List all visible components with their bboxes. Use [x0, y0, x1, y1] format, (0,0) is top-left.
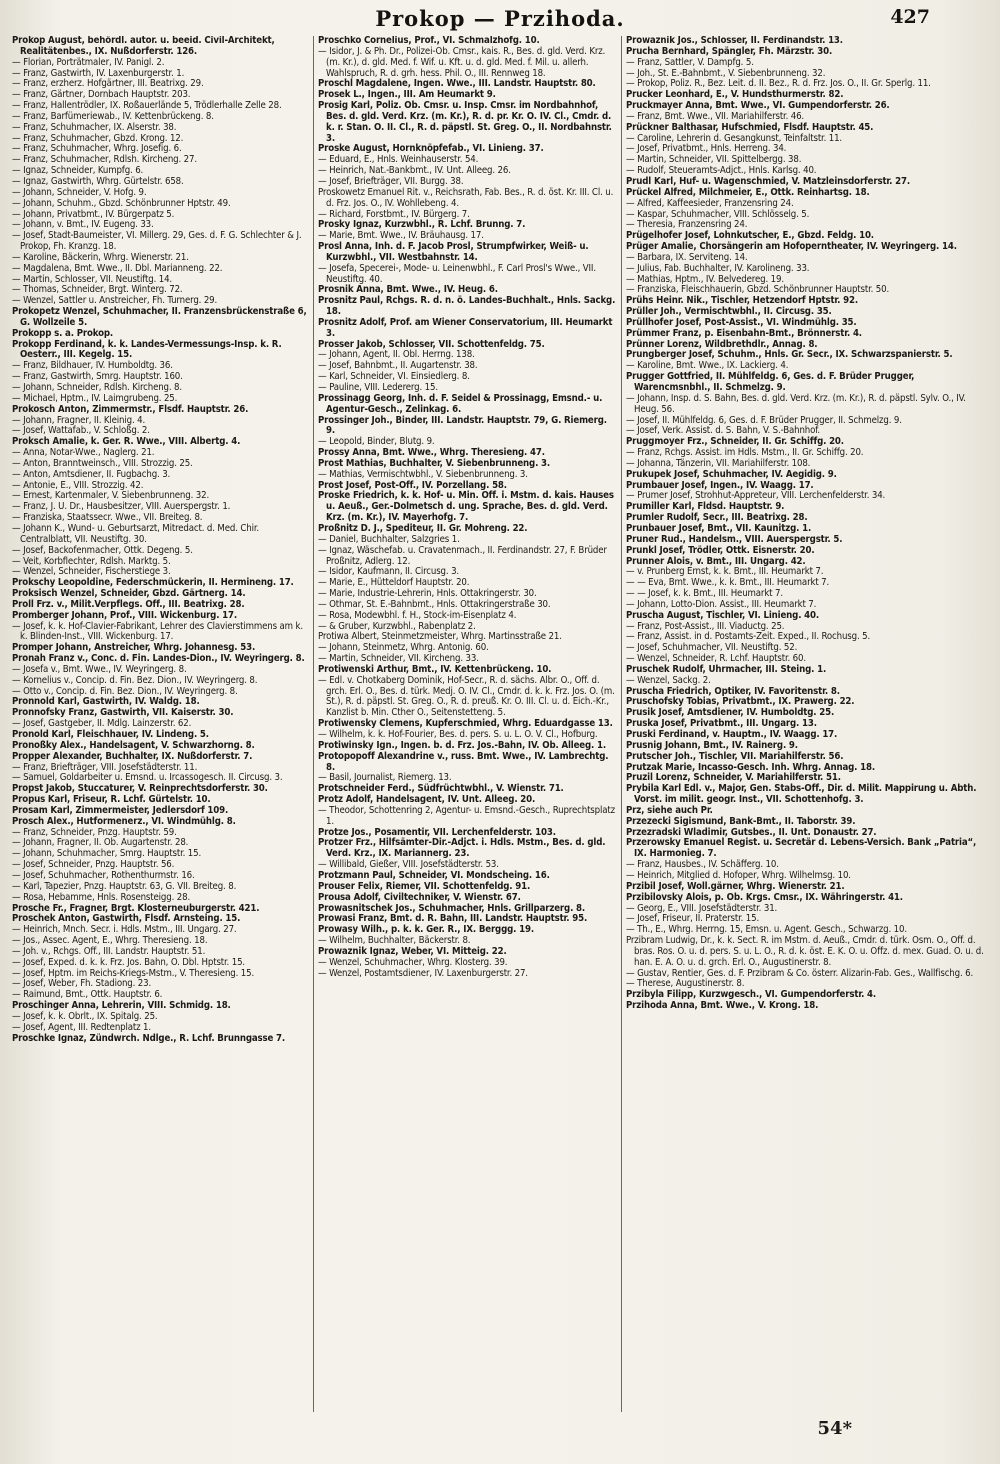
directory-entry: — Leopold, Binder, Blutg. 9. — [318, 436, 435, 448]
directory-entry: — Franz, Sattler, V. Dampfg. 5. — [626, 56, 754, 68]
directory-entry: — Josef, Schneider, Pnzg. Hauptstr. 56. — [12, 859, 175, 871]
directory-entry: Protschneider Ferd., Südfrüchtwbhl., V. Wienstr. 71. — [318, 783, 564, 795]
directory-entry: — Edl. v. Chotkaberg Dominik, Hof-Secr., R. d. sächs. Albr. O., Off. d. grch. Erl. O., Bes. d. türk. Medj. O. IV. Cl., Cmdr. d. k. k. Frz. Jos. O. (m. St.), R. d. päpstl. St. Greg. O., R. d. preuß. Kr. O. III. Cl. u. d. Eich.-Kr., Kanzlist b. Min. Cther O., Seitenstetteng. 5. — [318, 674, 615, 719]
directory-entry: Prost Mathias, Buchhalter, V. Siebenbrunneng. 3. — [318, 457, 551, 469]
directory-entry: Prosl Anna, Inh. d. F. Jacob Prosl, Strumpfwirker, Weiß- u. Kurzwbhl., VII. Westbahnstr. 14. — [318, 241, 589, 263]
directory-entry: — Kaspar, Schuhmacher, VIII. Schlösselg. 5. — [626, 208, 810, 220]
directory-entry: — Franz, Gastwirth, IV. Laxenburgerstr. 1. — [12, 67, 185, 79]
directory-entry: Protzmann Paul, Schneider, VI. Mondscheing. 16. — [318, 869, 550, 881]
directory-entry: — Heinrich, Nat.-Bankbmt., IV. Unt. Alleeg. 26. — [318, 165, 511, 177]
directory-entry: Prungberger Josef, Schuhm., Hnls. Gr. Secr., IX. Schwarzspanierstr. 5. — [626, 349, 953, 361]
directory-entry: Propst Jakob, Stuccaturer, V. Reinprechtsdorferstr. 30. — [12, 783, 268, 795]
column-3 — [622, 36, 992, 1412]
page-header — [0, 6, 1000, 36]
directory-entry: — & Gruber, Kurzwbhl., Rabenplatz 2. — [318, 620, 476, 632]
directory-entry: Prunner Alois, v. Bmt., III. Ungarg. 42. — [626, 555, 806, 567]
directory-entry: — Johann K., Wund- u. Geburtsarzt, Mitredact. d. Med. Chir. Centralblatt, VII. Neustiftg. 30. — [12, 522, 259, 545]
directory-entry: — Johann, Privatbmt., IV. Bürgerpatz 5. — [12, 208, 175, 220]
directory-entry: — Franz, Hausbes., IV. Schäfferg. 10. — [626, 859, 779, 871]
directory-entry: — Raimund, Bmt., Ottk. Hauptstr. 6. — [12, 989, 163, 1001]
directory-entry: Proschko Cornelius, Prof., VI. Schmalzhofg. 10. — [318, 36, 540, 46]
directory-entry: Prosek L., Ingen., III. Am Heumarkt 9. — [318, 89, 496, 101]
directory-entry: — Josef, Briefträger, VII. Burgg. 38. — [318, 175, 464, 187]
directory-entry: Prokop August, behördl. autor. u. beeid. Civil-Architekt, Realitätenbes., IX. Nußdorferstr. 126. — [12, 36, 275, 57]
directory-entry: Prousa Adolf, Civiltechniker, V. Wienstr. 67. — [318, 891, 521, 903]
directory-entry: — Heinrich, Mnch. Secr. i. Hdls. Mstm., III. Ungarg. 27. — [12, 924, 237, 936]
column-2 — [314, 36, 622, 1412]
directory-entry: Prosser Jakob, Schlosser, VII. Schottenfeldg. 75. — [318, 338, 545, 350]
directory-entry: Przibyla Filipp, Kurzwgesch., VI. Gumpendorferstr. 4. — [626, 989, 877, 1001]
directory-entry: — Wenzel, Schneider, Fischerstiege 3. — [12, 566, 171, 578]
directory-entry: Prünner Lorenz, Wildbrethdlr., Annag. 8. — [626, 338, 818, 350]
directory-entry: — Prokop, Poliz. R., Bez. Leit. d. II. Bez., R. d. Frz. Jos. O., II. Gr. Sperlg. 11. — [626, 78, 931, 90]
directory-entry: — Wenzel, Sackg. 2. — [626, 674, 711, 686]
directory-entry: Prowaznik Jos., Schlosser, II. Ferdinandstr. 13. — [626, 36, 843, 46]
directory-entry: — Barbara, IX. Serviteng. 14. — [626, 251, 748, 263]
directory-entry: — Caroline, Lehrerin d. Gesangkunst, Teinfaltstr. 11. — [626, 132, 843, 144]
directory-entry: — Prumer Josef, Strohhut-Appreteur, VIII. Lerchenfelderstr. 34. — [626, 490, 886, 502]
directory-entry: Protiwa Albert, Steinmetzmeister, Whrg. Martinsstraße 21. — [318, 631, 562, 643]
directory-entry: Prokopetz Wenzel, Schuhmacher, II. Franzensbrückenstraße 6, G. Wollzeile 5. — [12, 306, 307, 328]
directory-entry: Prunkl Josef, Trödler, Ottk. Eisnerstr. 20. — [626, 544, 815, 556]
directory-entry: Protiwenski Arthur, Bmt., IV. Kettenbrückeng. 10. — [318, 663, 552, 675]
directory-entry: Pronoßky Alex., Handelsagent, V. Schwarzhorng. 8. — [12, 739, 255, 751]
directory-entry: — Eduard, E., Hnls. Weinhauserstr. 54. — [318, 154, 479, 166]
directory-entry: Prowasy Wilh., p. k. k. Ger. R., IX. Berggg. 19. — [318, 924, 534, 936]
directory-entry: — Franz, Schuhmacher, IX. Alserstr. 38. — [12, 121, 177, 133]
directory-entry: Protz Adolf, Handelsagent, IV. Unt. Alleeg. 20. — [318, 794, 536, 806]
directory-entry: Prossy Anna, Bmt. Wwe., Whrg. Theresieng. 47. — [318, 447, 545, 459]
directory-entry: — Marie, Industrie-Lehrerin, Hnls. Ottakringerstr. 30. — [318, 588, 537, 600]
directory-entry: Prutzak Marie, Incasso-Gesch. Inh. Whrg. Annag. 18. — [626, 761, 875, 773]
directory-entry: Pruschek Rudolf, Uhrmacher, III. Steing. 1. — [626, 663, 827, 675]
directory-entry: — Willibald, Gießer, VIII. Josefstädterstr. 53. — [318, 859, 499, 871]
directory-entry: — Josef, Schuhmacher, VII. Neustiftg. 52. — [626, 642, 798, 654]
directory-entry: Prugger Gottfried, II. Mühlfeldg. 6, Ges. d. F. Brüder Prugger, Warencmsnbhl., II. Schmelzg. 9. — [626, 371, 915, 393]
directory-entry: — Ignaz, Wäschefab. u. Cravatenmach., II. Ferdinandstr. 27, F. Brüder Proßnitz, Adlerg. 12. — [318, 544, 607, 567]
directory-entry: Prossinagg Georg, Inh. d. F. Seidel & Prossinagg, Emsnd.- u. Agentur-Gesch., Zelinkag. 6. — [318, 392, 603, 415]
directory-entry: Proske Friedrich, k. k. Hof- u. Min. Off. i. Mstm. d. kais. Hauses u. Aeuß., Ger.-Dolmetsch d. ung. Sprache, Bes. d. gld. Verd. Krz. (m. Kr.), IV. Mayerhofg. 7. — [318, 490, 614, 524]
directory-entry: Prümmer Franz, p. Eisenbahn-Bmt., Brönnerstr. 4. — [626, 327, 862, 339]
directory-entry: — Johann, Lotto-Dion. Assist., III. Heumarkt 7. — [626, 598, 817, 610]
directory-entry: Pruski Ferdinand, v. Hauptm., IV. Waagg. 17. — [626, 729, 838, 740]
directory-entry: — Mathias, Vermischtwbhl., V. Siebenbrunneng. 3. — [318, 468, 528, 480]
directory-entry: — Franz, Schuhmacher, Rdlsh. Kircheng. 27. — [12, 154, 197, 166]
directory-entry: — Karl, Tapezier, Pnzg. Hauptstr. 63, G. VII. Breiteg. 8. — [12, 880, 237, 892]
directory-entry: — Johann, Fragner, II. Kleinig. 4. — [12, 414, 146, 426]
signature-mark: 54* — [817, 1418, 852, 1439]
directory-entry: Proksch Amalie, k. Ger. R. Wwe., VIII. Albertg. 4. — [12, 436, 241, 448]
directory-entry: Prost Josef, Post-Off., IV. Porzellang. 58. — [318, 479, 507, 491]
directory-entry: Prückner Balthasar, Hufschmied, Flsdf. Hauptstr. 45. — [626, 121, 874, 133]
directory-entry: — Kornelius v., Concip. d. Fin. Bez. Dion., IV. Weyringerg. 8. — [12, 674, 258, 686]
directory-entry: Protiwinsky Ign., Ingen. b. d. Frz. Jos.-Bahn, IV. Ob. Alleeg. 1. — [318, 739, 606, 751]
directory-entry: Prukupek Josef, Schuhmacher, IV. Aegidig. 9. — [626, 468, 837, 480]
directory-entry: — Richard, Forstbmt., IV. Bürgerg. 7. — [318, 208, 470, 220]
directory-entry: — Josef, k. k. Obrlt., IX. Spitalg. 25. — [12, 1010, 158, 1022]
directory-entry: Przerowsky Emanuel Regist. u. Secretär d. Lebens-Versich. Bank „Patria“, IX. Harmonieg. 7. — [626, 837, 977, 860]
directory-entry: — Alfred, Kaffeesieder, Franzensring 24. — [626, 197, 794, 209]
directory-entry: Promberger Johann, Prof., VIII. Wickenburg. 17. — [12, 609, 238, 621]
directory-entry: — Heinrich, Mitglied d. Hofoper, Whrg. Wilhelmsg. 10. — [626, 869, 851, 881]
directory-entry: — Pauline, VIII. Ledererg. 15. — [318, 382, 438, 393]
directory-entry: Prossinger Joh., Binder, III. Landstr. Hauptstr. 79, G. Riemerg. 9. — [318, 414, 607, 437]
directory-entry: Prühs Heinr. Nik., Tischler, Hetzendorf Hptstr. 92. — [626, 295, 858, 307]
directory-entry: Prosche Fr., Fragner, Brgt. Klosterneuburgerstr. 421. — [12, 902, 260, 914]
directory-entry: — Franz, Gärtner, Dornbach Hauptstr. 203. — [12, 89, 191, 101]
directory-entry: Prosnitz Paul, Rchgs. R. d. n. ö. Landes-Buchhalt., Hnls. Sackg. 18. — [318, 295, 616, 318]
directory-entry: Prokschy Leopoldine, Federschmückerin, II. Hermineng. 17. — [12, 577, 294, 589]
directory-entry: — Josef, Schuhmacher, Rothenthurmstr. 16. — [12, 869, 195, 881]
directory-entry: Prosnik Anna, Bmt. Wwe., IV. Heug. 6. — [318, 284, 498, 296]
directory-entry: Przibilovsky Alois, p. Ob. Krgs. Cmsr., IX. Währingerstr. 41. — [626, 891, 903, 903]
directory-entry: — Wilhelm, Buchhalter, Bäckerstr. 8. — [318, 935, 471, 947]
directory-entry: Protopopoff Alexandrine v., russ. Bmt. Wwe., IV. Lambrechtg. 8. — [318, 750, 609, 773]
directory-entry: — Joh., St. E.-Bahnbmt., V. Siebenbrunneng. 32. — [626, 67, 826, 79]
directory-entry: — Marie, E., Hütteldorf Hauptstr. 20. — [318, 577, 470, 589]
directory-entry: Pronnofsky Franz, Gastwirth, VII. Kaiserstr. 30. — [12, 707, 234, 719]
page-number: 427 — [890, 6, 930, 28]
directory-entry: — Josef, Bahnbmt., II. Augartenstr. 38. — [318, 360, 478, 372]
directory-entry: — Th., E., Whrg. Herrng. 15, Emsn. u. Agent. Gesch., Schwarzg. 10. — [626, 924, 907, 936]
running-head: Prokop — Przihoda. — [375, 6, 625, 31]
directory-entry: Prumiller Karl, Fldsd. Hauptstr. 9. — [626, 501, 785, 513]
directory-entry: Proschl Magdalene, Ingen. Wwe., III. Landstr. Hauptstr. 80. — [318, 78, 596, 90]
directory-entry: Prusik Josef, Amtsdiener, IV. Humboldtg. 25. — [626, 707, 835, 719]
directory-entry: — Josef, Exped. d. k. k. Frz. Jos. Bahn, O. Dbl. Hptstr. 15. — [12, 956, 246, 968]
directory-entry: Proskowetz Emanuel Rit. v., Reichsrath, Fab. Bes., R. d. öst. Kr. III. Cl. u. d. Frz. Jos. O., IV. Wohllebeng. 4. — [318, 186, 614, 209]
directory-entry: — Johann, v. Bmt., IV. Eugeng. 33. — [12, 219, 154, 231]
directory-entry: Prüllhofer Josef, Post-Assist., VI. Windmühlg. 35. — [626, 316, 857, 328]
directory-entry: — Franz, Schneider, Pnzg. Hauptstr. 59. — [12, 826, 177, 838]
directory-entry: — Franz, Assist. in d. Postamts-Zeit. Exped., II. Rochusg. 5. — [626, 631, 871, 643]
directory-entry: Prosig Karl, Poliz. Ob. Cmsr. u. Insp. Cmsr. im Nordbahnhof, Bes. d. gld. Verd. Krz. (m. Kr.), R. d. pr. Kr. O. IV. Cl., Cmdr. d. k. r. Stan. O. II. Cl., R. d. päpstl. St. Greg. O., II. Nordbahnstr. 3. — [318, 100, 612, 144]
directory-entry: Promper Johann, Anstreicher, Whrg. Johannesg. 53. — [12, 642, 256, 654]
directory-entry: — Franz, Schuhmacher, Whrg. Josefig. 6. — [12, 143, 182, 155]
directory-entry: Prokopp s. a. Prokop. — [12, 327, 114, 339]
directory-entry: Proll Frz. v., Milit.Verpflegs. Off., III. Beatrixg. 28. — [12, 598, 245, 610]
directory-entry: Protzer Frz., Hilfsämter-Dir.-Adjct. i. Hdls. Mstm., Bes. d. gld. Verd. Krz., IX. Mariannerg. 23. — [318, 837, 606, 860]
directory-entry: Proßnitz D. J., Spediteur, II. Gr. Mohreng. 22. — [318, 522, 528, 534]
directory-entry: Prumler Rudolf, Secr., III. Beatrixg. 28. — [626, 512, 808, 524]
directory-entry: — Josef, Agent, III. Redtenplatz 1. — [12, 1021, 151, 1033]
directory-entry: — Wenzel, Sattler u. Anstreicher, Fh. Turnerg. 29. — [12, 295, 218, 307]
directory-entry: — Josef, Backofenmacher, Ottk. Degeng. 5. — [12, 544, 193, 556]
directory-entry: Prz, siehe auch Pr. — [626, 804, 713, 816]
directory-entry: — Josef, II. Mühlfeldg. 6, Ges. d. F. Brüder Prugger, II. Schmelzg. 9. — [626, 414, 902, 426]
directory-entry: — Franziska, Fleischhauerin, Gbzd. Schönbrunner Hauptstr. 50. — [626, 284, 890, 296]
directory-entry: Prybila Karl Edl. v., Major, Gen. Stabs-Off., Dir. d. Milit. Mappirung u. Abth. Vorst. im milit. geogr. Inst., VII. Schottenhofg. 3. — [626, 783, 977, 806]
directory-entry: — Martin, Schneider, VII. Spittelbergg. 38. — [626, 154, 802, 166]
directory-entry: — Franz, Briefträger, VIII. Josefstädterstr. 11. — [12, 761, 198, 773]
directory-entry: Pruscha Friedrich, Optiker, IV. Favoritenstr. 8. — [626, 685, 840, 697]
directory-entry: — Rosa, Modewbhl. f. H., Stock-im-Eisenplatz 4. — [318, 609, 517, 621]
directory-entry: — Johann, Fragner, II. Ob. Augartenstr. 28. — [12, 837, 189, 849]
directory-entry: — v. Prunberg Ernst, k. k. Bmt., III. Heumarkt 7. — [626, 566, 824, 578]
directory-entry: Przihoda Anna, Bmt. Wwe., V. Krong. 18. — [626, 1000, 819, 1012]
directory-entry: — Michael, Hptm., IV. Laimgrubeng. 25. — [12, 392, 178, 404]
directory-entry: — Basil, Journalist, Riemerg. 13. — [318, 772, 452, 784]
directory-entry: Pronnold Karl, Gastwirth, IV. Waldg. 18. — [12, 696, 200, 708]
directory-entry: — Isidor, J. & Ph. Dr., Polizei-Ob. Cmsr., kais. R., Bes. d. gld. Verd. Krz. (m. Kr.), d. gld. Med. f. Wif. u. Kft. u. d. gld. Med. f. Mil. u. allerh. Wahlspruch, R. d. grh. hess. Phil. O., III. Rennweg 18. — [318, 45, 606, 79]
directory-entry: — Johann, Insp. d. S. Bahn, Bes. d. gld. Verd. Krz. (m. Kr.), R. d. päpstl. Sylv. O., IV. Heug. 56. — [626, 392, 966, 415]
directory-entry: — Franz, Bmt. Wwe., VII. Mariahilferstr. 46. — [626, 110, 805, 122]
directory-entry: Przibram Ludwig, Dr., k. k. Sect. R. im Mstm. d. Aeuß., Cmdr. d. türk. Osm. O., Off. d. bras. Ros. O. u. d. pers. S. u. L. O., R. d. k. öst. E. K. O. u. Offz. d. mex. Guad. O. u. d. han. E. A. O. u. d. grch. Erl. O., Augustinerstr. 8. — [626, 935, 984, 968]
directory-entry: — Jos., Assec. Agent, E., Whrg. Theresieng. 18. — [12, 935, 208, 947]
directory-entry: — Marie, Bmt. Wwe., IV. Bräuhausg. 17. — [318, 230, 484, 242]
directory-entry: — Wenzel, Postamtsdiener, IV. Laxenburgerstr. 27. — [318, 967, 528, 979]
entry-columns — [8, 36, 992, 1412]
directory-entry: Proschke Ignaz, Zündwrch. Ndlge., R. Lchf. Brunngasse 7. — [12, 1032, 286, 1044]
directory-entry: — Wilhelm, k. k. Hof-Fourier, Bes. d. pers. S. u. L. O. V. Cl., Hofburg. — [318, 729, 598, 740]
directory-entry: Prunbauer Josef, Bmt., VII. Kaunitzg. 1. — [626, 522, 812, 534]
directory-entry: Prowasnitschek Jos., Schuhmacher, Hnls. Grillparzerg. 8. — [318, 902, 586, 914]
directory-entry: Prudl Karl, Huf- u. Wagenschmied, V. Matzleinsdorferstr. 27. — [626, 175, 910, 187]
directory-entry: Proschek Anton, Gastwirth, Flsdf. Arnsteing. 15. — [12, 913, 241, 925]
directory-entry: Prokosch Anton, Zimmermstr., Flsdf. Hauptstr. 26. — [12, 403, 249, 415]
directory-entry: — Antonie, E., VIII. Strozzig. 42. — [12, 479, 144, 491]
directory-entry: — Josef, k. k. Hof-Clavier-Fabrikant, Lehrer des Clavierstimmens am k. k. Blinden-Inst., VIII. Wickenburg. 17. — [12, 620, 303, 643]
directory-entry: — Josefa v., Bmt. Wwe., IV. Weyringerg. 8. — [12, 663, 187, 675]
directory-entry: — Theresia, Franzensring 24. — [626, 219, 748, 231]
directory-entry: — Josef, Privatbmt., Hnls. Herreng. 34. — [626, 143, 787, 155]
directory-entry: Propper Alexander, Buchhalter, IX. Nußdorferstr. 7. — [12, 750, 253, 762]
directory-entry: — Josef, Hptm. im Reichs-Kriegs-Mstm., V. Theresieng. 15. — [12, 967, 255, 979]
directory-entry: — Rosa, Hebamme, Hnls. Rosensteigg. 28. — [12, 891, 191, 903]
directory-entry: — Samuel, Goldarbeiter u. Emsnd. u. Ircassogesch. II. Circusg. 3. — [12, 772, 283, 784]
directory-entry: — Franz, Schuhmacher, Gbzd. Krong. 12. — [12, 132, 184, 144]
directory-entry: Prucha Bernhard, Spängler, Fh. Märzstr. 30. — [626, 45, 833, 57]
directory-entry: Prowasi Franz, Bmt. d. R. Bahn, III. Landstr. Hauptstr. 95. — [318, 913, 588, 925]
directory-entry: — Franz, Bildhauer, IV. Humboldtg. 36. — [12, 360, 173, 372]
directory-entry: — Florian, Porträtmaler, IV. Panigl. 2. — [12, 56, 165, 68]
directory-entry: — Karl, Schneider, VI. Einsiedlerg. 8. — [318, 371, 470, 383]
directory-entry: — Othmar, St. E.-Bahnbmt., Hnls. Ottakringerstraße 30. — [318, 598, 551, 610]
directory-entry: — Gustav, Rentier, Ges. d. F. Przibram & Co. österr. Alizarin-Fab. Ges., Wallfischg. 6. — [626, 967, 974, 979]
directory-entry: — Georg, E., VIII. Josefstädterstr. 31. — [626, 902, 778, 914]
directory-entry: — Josef, Wattafab., V. Schloßg. 2. — [12, 425, 150, 437]
column-1 — [8, 36, 314, 1412]
directory-entry: Pruner Rud., Handelsm., VIII. Auerspergstr. 5. — [626, 533, 843, 545]
directory-entry: — Josef, Friseur, II. Praterstr. 15. — [626, 913, 760, 925]
directory-entry: — Wenzel, Schuhmacher, Whrg. Klosterg. 39. — [318, 956, 508, 968]
directory-entry: — Franz, Rchgs. Assist. im Hdls. Mstm., II. Gr. Schiffg. 20. — [626, 447, 864, 459]
directory-entry: — Anton, Amtsdiener, II. Fugbachg. 3. — [12, 468, 171, 480]
directory-entry: — Johann, Schneider, V. Hofg. 9. — [12, 186, 147, 198]
directory-entry: Pruska Josef, Privatbmt., III. Ungarg. 13. — [626, 718, 817, 730]
directory-entry: — Johanna, Tänzerin, VII. Mariahilferstr. 108. — [626, 457, 811, 469]
directory-entry: Prosky Ignaz, Kurzwbhl., R. Lchf. Brunng. 7. — [318, 219, 526, 231]
directory-entry: — Josefa, Specerei-, Mode- u. Leinenwbhl., F. Carl Prosl's Wwe., VII. Neustiftg. 40. — [318, 262, 596, 285]
directory-entry: Przezecki Sigismund, Bank-Bmt., II. Taborstr. 39. — [626, 815, 856, 827]
directory-entry: — Franz, erzherz. Hofgärtner, III. Beatrixg. 29. — [12, 78, 204, 90]
directory-entry: — Joh. v., Rchgs. Off., III. Landstr. Hauptstr. 51. — [12, 945, 206, 957]
directory-entry: Prüger Amalie, Chorsängerin am Hofoperntheater, IV. Weyringerg. 14. — [626, 241, 957, 253]
directory-entry: Pruscha August, Tischler, VI. Linieng. 40. — [626, 609, 820, 621]
directory-entry: — Franz, Hallentrödler, IX. Roßauerlände 5, Trödlerhalle Zelle 28. — [12, 100, 282, 112]
directory-entry: Pruckmayer Anna, Bmt. Wwe., VI. Gumpendorferstr. 26. — [626, 100, 890, 112]
directory-entry: — Josef, Weber, Fh. Stadiong. 23. — [12, 978, 152, 990]
directory-entry: — Therese, Augustinerstr. 8. — [626, 978, 745, 990]
directory-entry: Pronah Franz v., Conc. d. Fin. Landes-Dion., IV. Weyringerg. 8. — [12, 653, 305, 665]
directory-entry: — Wenzel, Schneider, R. Lchf. Hauptstr. 60. — [626, 653, 806, 665]
directory-entry: — Magdalena, Bmt. Wwe., II. Dbl. Marianneng. 22. — [12, 262, 223, 274]
directory-entry: Proksisch Wenzel, Schneider, Gbzd. Gärtnerg. 14. — [12, 588, 246, 600]
directory-entry: — Franz, Gastwirth, Smrg. Hauptstr. 160. — [12, 371, 183, 383]
directory-entry: — — Eva, Bmt. Wwe., k. k. Bmt., III. Heumarkt 7. — [626, 577, 830, 589]
directory-entry: — Franziska, Staatssecr. Wwe., VII. Breiteg. 8. — [12, 512, 203, 524]
directory-entry: Prüller Joh., Vermischtwbhl., II. Circusg. 35. — [626, 306, 832, 318]
directory-entry: Proske August, Hornknöpfefab., VI. Linieng. 37. — [318, 143, 544, 155]
directory-entry: — Daniel, Buchhalter, Salzgries 1. — [318, 533, 460, 545]
directory-entry: Prutscher Joh., Tischler, VII. Mariahilferstr. 56. — [626, 750, 844, 762]
directory-entry: Prosam Karl, Zimmermeister, Jedlersdorf 109. — [12, 804, 229, 816]
directory-entry: Prosnitz Adolf, Prof. am Wiener Conservatorium, III. Heumarkt 3. — [318, 316, 613, 339]
directory-entry: Protiwensky Clemens, Kupferschmied, Whrg. Eduardgasse 13. — [318, 718, 613, 730]
directory-entry: Prosch Alex., Hutformenerz., VI. Windmühlg. 8. — [12, 815, 236, 827]
directory-entry: — Franz, Post-Assist., III. Viaductg. 25. — [626, 620, 785, 632]
directory-entry: — Otto v., Concip. d. Fin. Bez. Dion., IV. Weyringerg. 8. — [12, 685, 238, 697]
directory-entry: Proschinger Anna, Lehrerin, VIII. Schmidg. 18. — [12, 1000, 231, 1012]
directory-entry: — Rudolf, Steueramts-Adjct., Hnls. Karlsg. 40. — [626, 165, 817, 177]
directory-entry: Pruzil Lorenz, Schneider, V. Mariahilferstr. 51. — [626, 772, 841, 784]
directory-entry: — Anton, Branntweinsch., VIII. Strozzig. 25. — [12, 457, 193, 469]
directory-entry: Propus Karl, Friseur, R. Lchf. Gürtelstr. 10. — [12, 794, 211, 806]
directory-entry: — Karoline, Bmt. Wwe., IX. Lackierg. 4. — [626, 360, 789, 372]
directory-entry: — Johann, Schneider, Rdlsh. Kircheng. 8. — [12, 382, 182, 393]
directory-entry: Prügelhofer Josef, Lohnkutscher, E., Gbzd. Feldg. 10. — [626, 230, 874, 242]
directory-entry: — Josef, Stadt-Baumeister, VI. Millerg. 29, Ges. d. F. G. Schlechter & J. Prokop, Fh. Kranzg. 18. — [12, 230, 302, 253]
directory-entry: Pruschofsky Tobias, Privatbmt., IX. Prawerg. 22. — [626, 696, 855, 708]
directory-entry: Przibil Josef, Woll.gärner, Whrg. Wienerstr. 21. — [626, 880, 845, 892]
directory-entry: — Johann, Schuhmacher, Smrg. Hauptstr. 15. — [12, 848, 202, 860]
directory-entry: — Franz, J. U. Dr., Hausbesitzer, VIII. Auerspergstr. 1. — [12, 501, 231, 513]
directory-entry: — Martin, Schneider, VII. Kircheng. 33. — [318, 653, 479, 665]
directory-entry: Prouser Felix, Riemer, VII. Schottenfeldg. 91. — [318, 880, 531, 892]
directory-entry: — Josef, Verk. Assist. d. S. Bahn, V. S.-Bahnhof. — [626, 425, 820, 437]
directory-entry: — Ignaz, Schneider, Kumpfg. 6. — [12, 165, 144, 177]
directory-entry: Pronold Karl, Fleischhauer, IV. Lindeng. 5. — [12, 729, 209, 740]
directory-entry: — Johann, Schuhm., Gbzd. Schönbrunner Hptstr. 49. — [12, 197, 231, 209]
directory-entry: — — Josef, k. k. Bmt., III. Heumarkt 7. — [626, 588, 783, 600]
directory-entry: — Ignaz, Gastwirth, Whrg. Gürtelstr. 658. — [12, 175, 184, 187]
directory-entry: — Karoline, Bäckerin, Whrg. Wienerstr. 21. — [12, 251, 189, 263]
directory-entry: — Franz, Barfümeriewab., IV. Kettenbrückeng. 8. — [12, 110, 214, 122]
directory-entry: Prowaznik Ignaz, Weber, VI. Mitteig. 22. — [318, 945, 507, 957]
directory-entry: — Johann, Agent, II. Obl. Herrng. 138. — [318, 349, 475, 361]
directory-entry: — Martin, Schlosser, VII. Neustiftg. 14. — [12, 273, 173, 285]
directory-entry: — Veit, Korbflechter, Rdlsh. Marktg. 5. — [12, 555, 171, 567]
directory-entry: — Johann, Steinmetz, Whrg. Antonig. 60. — [318, 642, 489, 654]
directory-entry: — Anna, Notar-Wwe., Naglerg. 21. — [12, 447, 155, 459]
directory-entry: Protze Jos., Posamentir, VII. Lerchenfelderstr. 103. — [318, 826, 556, 838]
directory-entry: — Josef, Gastgeber, II. Mdlg. Lainzerstr. 62. — [12, 718, 192, 730]
directory-entry: Pruggmoyer Frz., Schneider, II. Gr. Schiffg. 20. — [626, 436, 844, 448]
directory-entry: Prucker Leonhard, E., V. Hundsthurmerstr. 82. — [626, 89, 844, 101]
directory-entry: Prumbauer Josef, Ingen., IV. Waagg. 17. — [626, 479, 814, 491]
directory-entry: Prusnig Johann, Bmt., IV. Rainerg. 9. — [626, 739, 798, 751]
directory-entry: Prokopp Ferdinand, k. k. Landes-Vermessungs-Insp. k. R. Oesterr., III. Kegelg. 15. — [12, 338, 282, 361]
directory-entry: — Julius, Fab. Buchhalter, IV. Karolineng. 33. — [626, 262, 810, 274]
directory-entry: — Theodor, Schottenring 2, Agentur- u. Emsnd.-Gesch., Ruprechtsplatz 1. — [318, 804, 615, 827]
directory-entry: — Ernest, Kartenmaler, V. Siebenbrunneng. 32. — [12, 490, 210, 502]
directory-entry: Prückel Alfred, Milchmeier, E., Ottk. Reinhartsg. 18. — [626, 186, 870, 198]
directory-entry: — Isidor, Kaufmann, II. Circusg. 3. — [318, 566, 459, 578]
directory-entry: — Thomas, Schneider, Brgt. Winterg. 72. — [12, 284, 183, 296]
directory-entry: Przezradski Wladimir, Gutsbes., II. Unt. Donaustr. 27. — [626, 826, 877, 838]
directory-entry: — Mathias, Hptm., IV. Belvedereg. 19. — [626, 273, 784, 285]
